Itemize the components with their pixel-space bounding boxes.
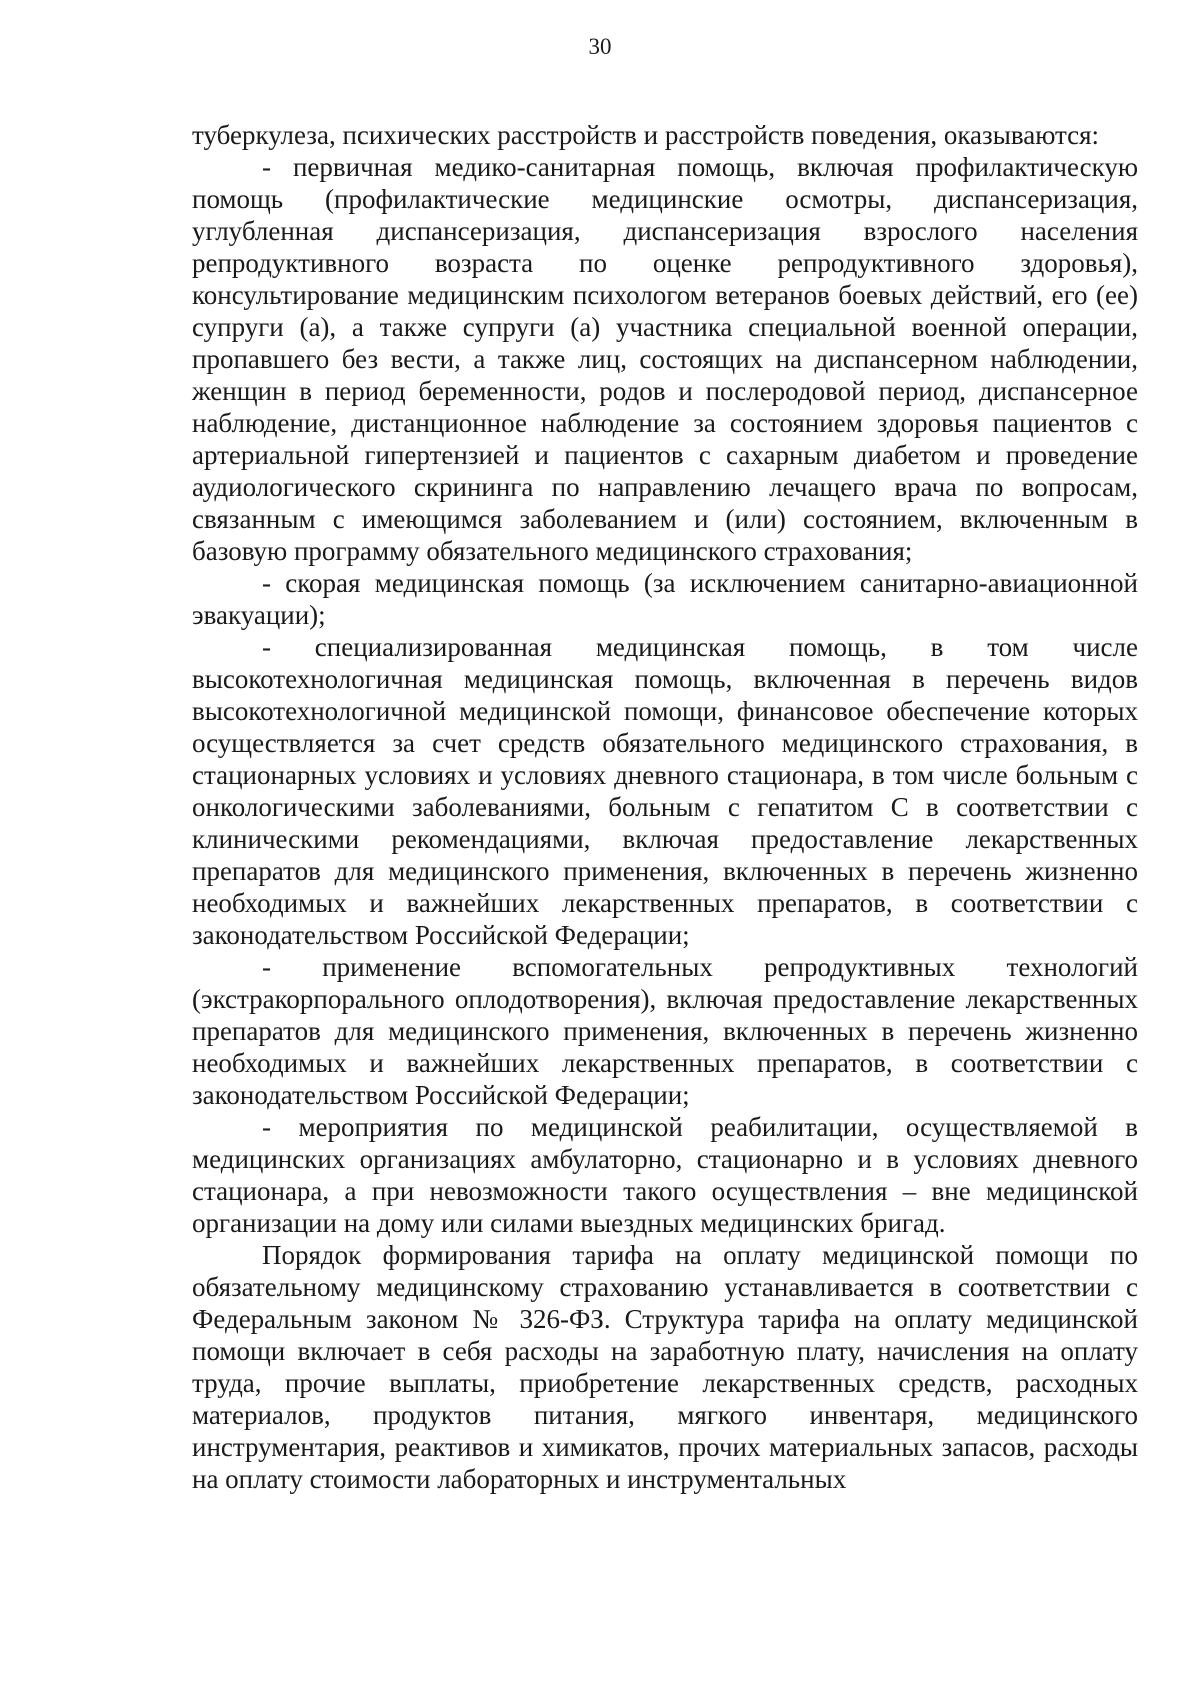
list-item-reproductive-technologies: - применение вспомогательных репродуктивных технологий (экстракорпорального оплодотворения), включая предоставление лекарственных препаратов для медицинского применения, включенных в перечень жизненно необходимых и важнейших лекарственных препаратов, в соответствии с законодательством Российской Федерации; bbox=[192, 952, 1138, 1110]
paragraph-continuation: туберкулеза, психических расстройств и расстройств поведения, оказываются: bbox=[192, 120, 1100, 150]
page-number: 30 bbox=[588, 34, 612, 59]
list-item-primary-care: - первичная медико-санитарная помощь, включая профилактическую помощь (профилактические медицинские осмотры, диспансеризация, углубленная диспансеризация, диспансеризация взрослого населения репродуктивного возраста по оценке репродуктивного здоровья), консультирование медицинским психологом ветеранов боевых действий, его (ее) супруги (а), а также супруги (а) участника специальной военной операции, пропавшего без вести, а также лиц, состоящих на диспансерном наблюдении, женщин в период беременности, родов и послеродовой период, диспансерное наблюдение, дистанционное наблюдение за состоянием здоровья пациентов с артериальной гипертензией и пациентов с сахарным диабетом и проведение аудиологического скрининга по направлению лечащего врача по вопросам, связанным с имеющимся заболеванием и (или) состоянием, включенным в базовую программу обязательного медицинского страхования; bbox=[192, 152, 1138, 566]
list-item-emergency-care: - скорая медицинская помощь (за исключением санитарно-авиационной эвакуации); bbox=[192, 568, 1138, 630]
document-body bbox=[192, 119, 1138, 1495]
list-item-rehabilitation: - мероприятия по медицинской реабилитации, осуществляемой в медицинских организациях амбулаторно, стационарно и в условиях дневного стационара, а при невозможности такого осуществления – вне медицинской организации на дому или силами выездных медицинских бригад. bbox=[192, 1112, 1138, 1238]
paragraph-tariff: Порядок формирования тарифа на оплату медицинской помощи по обязательному медицинскому страхованию устанавливается в соответствии с Федеральным законом № 326-ФЗ. Структура тарифа на оплату медицинской помощи включает в себя расходы на заработную плату, начисления на оплату труда, прочие выплаты, приобретение лекарственных средств, расходных материалов, продуктов питания, мягкого инвентаря, медицинского инструментария, реактивов и химикатов, прочих материальных запасов, расходы на оплату стоимости лабораторных и инструментальных bbox=[192, 1240, 1138, 1494]
list-item-specialized-care: - специализированная медицинская помощь, в том числе высокотехнологичная медицинская помощь, включенная в перечень видов высокотехнологичной медицинской помощи, финансовое обеспечение которых осуществляется за счет средств обязательного медицинского страхования, в стационарных условиях и условиях дневного стационара, в том числе больным с онкологическими заболеваниями, больным с гепатитом С в соответствии с клиническими рекомендациями, включая предоставление лекарственных препаратов для медицинского применения, включенных в перечень жизненно необходимых и важнейших лекарственных препаратов, в соответствии с законодательством Российской Федерации; bbox=[192, 632, 1138, 950]
